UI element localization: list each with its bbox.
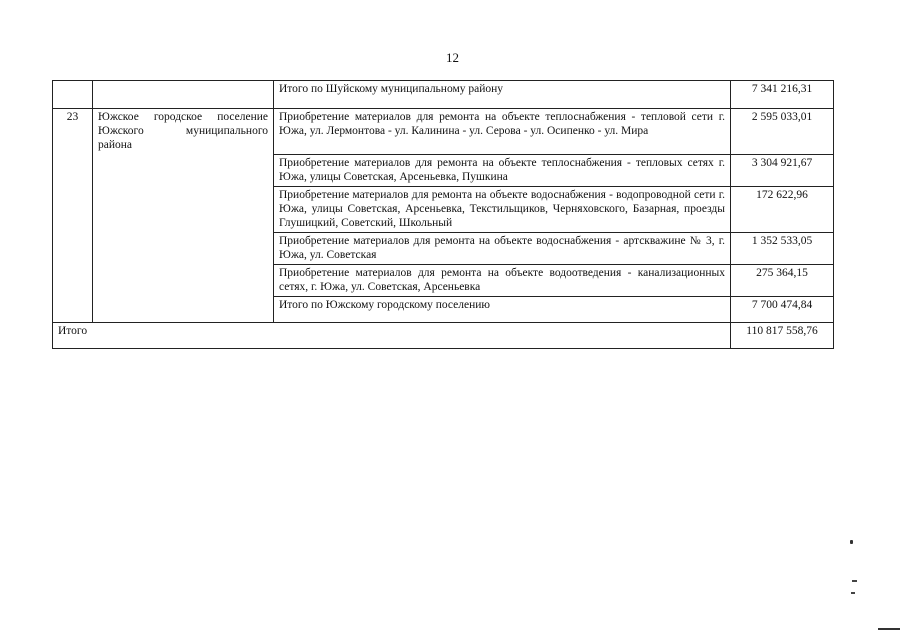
scan-speck <box>852 580 857 582</box>
amount-cell: 2 595 033,01 <box>731 109 834 155</box>
municipality-line: Южского муниципального <box>98 125 268 137</box>
funding-table <box>52 80 834 349</box>
amount-cell: 172 622,96 <box>731 187 834 233</box>
amount-cell: 3 304 921,67 <box>731 155 834 187</box>
municipality-line: района <box>98 139 133 151</box>
row-number-cell: 23 <box>53 109 93 323</box>
grand-total-amount: 110 817 558,76 <box>731 323 834 349</box>
grand-total-row <box>53 323 834 349</box>
scan-speck <box>851 592 855 594</box>
grand-total-label: Итого <box>53 323 731 349</box>
scan-speck <box>850 540 853 544</box>
municipality-line: Южское городское поселение <box>98 111 268 123</box>
description-cell: Приобретение материалов для ремонта на объекте водоснабжения - артскважине № 3, г. Южа, ул. Советская <box>274 233 731 265</box>
amount-cell: 275 364,15 <box>731 265 834 297</box>
description-cell: Приобретение материалов для ремонта на объекте водоснабжения - водопроводной сети г. Южа, улицы Советская, Арсеньевка, Текстильщиков, Черняховского, Базарная, проезды Глушицкий, Советский, Школьный <box>274 187 731 233</box>
scan-speck <box>878 628 900 630</box>
description-cell: Приобретение материалов для ремонта на объекте теплоснабжения - тепловых сетях г. Южа, улицы Советская, Арсеньевка, Пушкина <box>274 155 731 187</box>
page-number: 12 <box>446 50 459 65</box>
description-cell: Приобретение материалов для ремонта на объекте теплоснабжения - тепловой сети г. Южа, ул. Лермонтова - ул. Калинина - ул. Серова - ул. Осипенко - ул. Мира <box>274 109 731 155</box>
row-number-cell <box>53 81 93 109</box>
subtotal-description-cell: Итого по Южскому городскому поселению <box>274 297 731 323</box>
table-row <box>53 109 834 155</box>
amount-cell: 1 352 533,05 <box>731 233 834 265</box>
municipality-cell <box>93 81 274 109</box>
subtotal-amount-cell: 7 700 474,84 <box>731 297 834 323</box>
description-cell: Итого по Шуйскому муниципальному району <box>274 81 731 109</box>
amount-cell: 7 341 216,31 <box>731 81 834 109</box>
description-cell: Приобретение материалов для ремонта на объекте водоотведения - канализационных сетях, г. Южа, ул. Советская, Арсеньевка <box>274 265 731 297</box>
municipality-cell <box>93 109 274 323</box>
table-row <box>53 81 834 109</box>
